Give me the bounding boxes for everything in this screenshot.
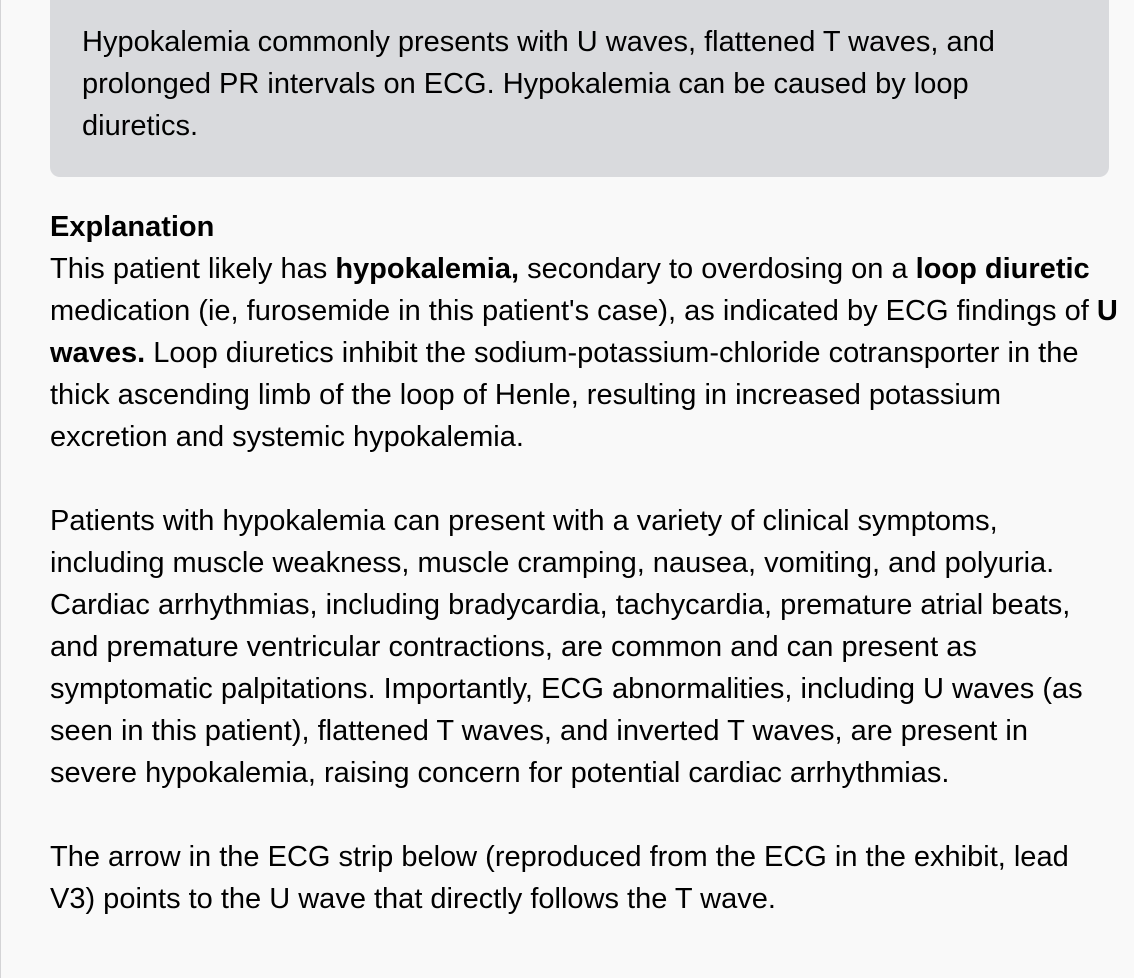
explanation-section <box>50 206 1120 920</box>
explanation-paragraph-2: Patients with hypokalemia can present with a variety of clinical symptoms, including muscle weakness, muscle cramping, nausea, vomiting, and polyuria. Cardiac arrhythmias, including bradycardia, tachycardia, premature atrial beats, and premature ventricular contractions, are common and can present as symptomatic palpitations. Importantly, ECG abnormalities, including U waves (as seen in this patient), flattened T waves, and inverted T waves, are present in severe hypokalemia, raising concern for potential cardiac arrhythmias. <box>50 505 1083 789</box>
educational-objective-box <box>50 0 1109 177</box>
explanation-paragraph-3: The arrow in the ECG strip below (reproduced from the ECG in the exhibit, lead V3) points to the U wave that directly follows the T wave. <box>50 841 1069 915</box>
educational-objective-text: Hypokalemia commonly presents with U waves, flattened T waves, and prolonged PR intervals on ECG. Hypokalemia can be caused by loop diuretics. <box>82 26 995 142</box>
p1-text-2: secondary to overdosing on a <box>519 253 916 285</box>
p1-bold-loop-diuretic: loop diuretic <box>915 253 1090 285</box>
p1-text-3: medication (ie, furosemide in this patient's case), as indicated by ECG findings of <box>50 295 1097 327</box>
p1-text-4: Loop diuretics inhibit the sodium-potassium-chloride cotransporter in the thick ascending limb of the loop of Henle, resulting in increased potassium excretion and systemic hypokalemia. <box>50 337 1079 453</box>
p1-bold-u-waves: U waves. <box>50 295 1118 369</box>
p1-text-1: This patient likely has <box>50 253 336 285</box>
explanation-heading: Explanation <box>50 211 215 243</box>
explanation-paragraph-1 <box>50 248 1120 458</box>
p1-bold-hypokalemia: hypokalemia, <box>335 253 520 285</box>
